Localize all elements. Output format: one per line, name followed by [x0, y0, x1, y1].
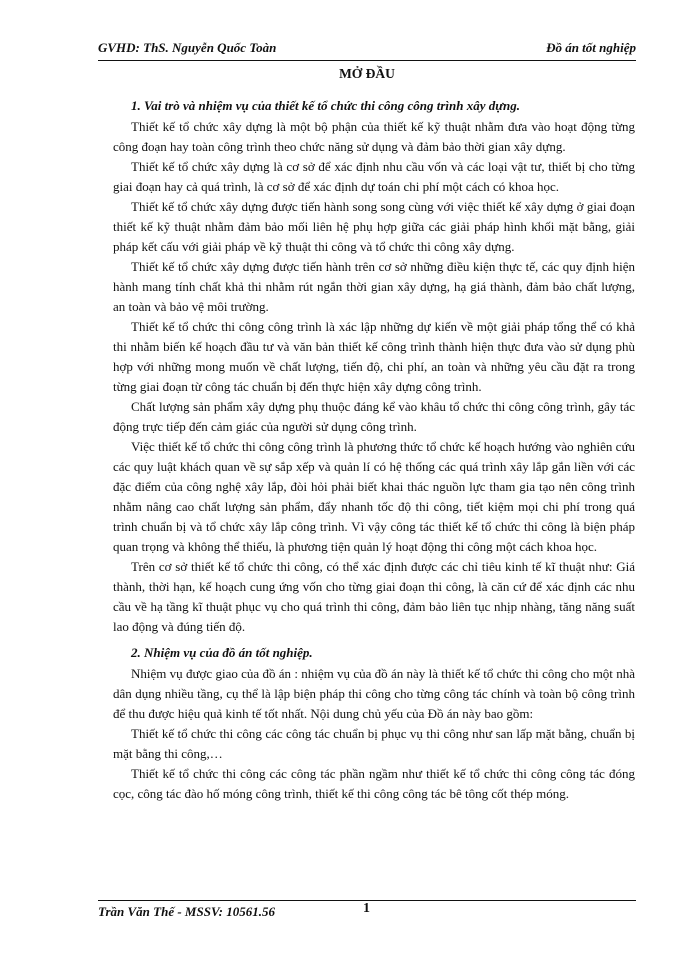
footer-author: Trần Văn Thế - MSSV: 10561.56: [98, 904, 275, 919]
document-body: [113, 90, 635, 804]
page-number: 1: [363, 901, 370, 916]
paragraph: Thiết kế tổ chức thi công các công tác phần ngầm như thiết kế tổ chức thi công công tác đóng cọc, công tác đào hố móng công trình, thiết kế thi công công tác bê tông cốt thép móng.: [113, 766, 635, 801]
header-supervisor: GVHD: ThS. Nguyễn Quốc Toàn: [98, 40, 277, 55]
paragraph: Thiết kế tổ chức xây dựng là một bộ phận của thiết kế kỹ thuật nhằm đưa vào hoạt động từng công đoạn hay toàn công trình theo chức năng sử dụng và đảm bảo thời gian xây dựng.: [113, 119, 635, 154]
header-divider: [98, 60, 636, 61]
paragraph: Thiết kế tổ chức xây dựng được tiến hành song song cùng với việc thiết kế xây dựng ở giai đoạn thiết kế kỹ thuật nhằm đảm bảo mối liên hệ phụ hợp giữa các giải pháp hình khối mặt bằng, giải pháp kết cấu với giải pháp về kỹ thuật thi công và tổ chức thi công xây dựng.: [113, 199, 635, 254]
section-heading-1: 1. Vai trò và nhiệm vụ của thiết kế tổ chức thi công công trình xây dựng.: [131, 98, 520, 113]
paragraph: Việc thiết kế tổ chức thi công công trình là phương thức tổ chức kế hoạch hướng vào nghiên cứu các quy luật khách quan về sự sắp xếp và quản lí có hệ thống các quá trình xây lắp gắn liền với các đặc điểm của công nghệ xây lắp, đòi hỏi phải biết khai thác nguồn lực tham gia tạo nên công trình nhằm nâng cao chất lượng sản phẩm, đẩy nhanh tốc độ thi công, tiết kiệm mọi chi phí trong quá trình chuẩn bị và tổ chức xây lắp công trình. Vì vậy công tác thiết kế tổ chức thi công là biện pháp quan trọng và không thể thiếu, là phương tiện quản lý hoạt động thi công một cách khoa học.: [113, 439, 635, 554]
paragraph: Thiết kế tổ chức xây dựng được tiến hành trên cơ sở những điều kiện thực tế, các quy định hiện hành mang tính chất khả thi nhằm rút ngắn thời gian xây dựng, hạ giá thành, đảm bảo chất lượng, an toàn và bảo vệ môi trường.: [113, 259, 635, 314]
paragraph: Chất lượng sản phẩm xây dựng phụ thuộc đáng kể vào khâu tổ chức thi công công trình, gây tác động trực tiếp đến cảm giác của người sử dụng công trình.: [113, 399, 635, 434]
paragraph: Nhiệm vụ được giao của đồ án : nhiệm vụ của đồ án này là thiết kế tổ chức thi công cho một nhà dân dụng nhiều tầng, cụ thể là lập biện pháp thi công cho từng công tác chính và toàn bộ công trình để thu được hiệu quả kinh tế tốt nhất. Nội dung chủ yếu của Đồ án này bao gồm:: [113, 666, 635, 721]
paragraph: Trên cơ sở thiết kế tổ chức thi công, có thể xác định được các chỉ tiêu kinh tế kĩ thuật như: Giá thành, thời hạn, kế hoạch cung ứng vốn cho từng giai đoạn thi công, là căn cứ để xác định các nhu cầu về hạ tầng kĩ thuật phục vụ cho quá trình thi công, đảm bảo liên tục nhịp nhàng, tăng năng suất lao động và đúng tiến độ.: [113, 559, 635, 634]
section-heading-2: 2. Nhiệm vụ của đồ án tốt nghiệp.: [131, 645, 313, 660]
page-title: MỞ ĐẦU: [339, 66, 395, 81]
paragraph: Thiết kế tổ chức thi công công trình là xác lập những dự kiến về một giải pháp tổng thể có khả thi nhằm biến kế hoạch đầu tư và văn bản thiết kế công trình thành hiện thực đưa vào sử dụng phù hợp với những mong muốn về chất lượng, tiến độ, chi phí, an toàn và những yêu cầu đặt ra trong từng giai đoạn từ công tác chuẩn bị đến thực hiện xây dựng công trình.: [113, 319, 635, 394]
header-document-type: Đồ án tốt nghiệp: [546, 40, 636, 55]
paragraph: Thiết kế tổ chức thi công các công tác chuẩn bị phục vụ thi công như san lấp mặt bằng, chuẩn bị mặt bằng thi công,…: [113, 726, 635, 761]
page-header: [98, 38, 636, 60]
page-footer: [98, 901, 636, 924]
paragraph: Thiết kế tổ chức xây dựng là cơ sở để xác định nhu cầu vốn và các loại vật tư, thiết bị cho từng giai đoạn hay cả quá trình, là cơ sở để xác định dự toán chi phí một cách có khoa học.: [113, 159, 635, 194]
